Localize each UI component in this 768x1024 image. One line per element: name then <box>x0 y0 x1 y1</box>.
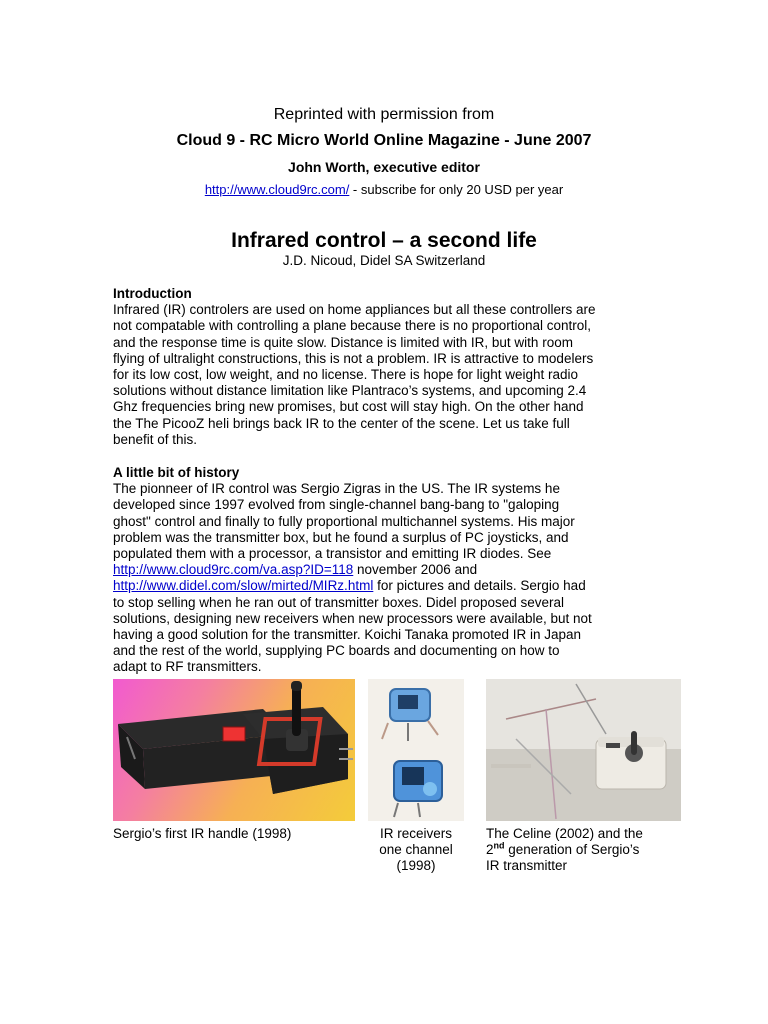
didel-mirz-link[interactable]: http://www.didel.com/slow/mirted/MIRz.html <box>113 578 374 594</box>
paragraph-line: ghost" control and finally to fully proportional multichannel systems. His major <box>113 513 575 529</box>
caption-line: (1998) <box>396 858 436 874</box>
magazine-title: Cloud 9 - RC Micro World Online Magazine - June 2007 <box>176 132 592 149</box>
paragraph-line: to stop selling when he ran out of transmitter boxes. Didel proposed several <box>113 594 564 610</box>
paragraph-line: having a good solution for the transmitter. Koichi Tanaka promoted IR in Japan <box>113 627 582 643</box>
caption-line: IR transmitter <box>486 858 568 874</box>
paragraph-line: not compatable with controlling a plane because there is no proportional control, <box>113 318 592 334</box>
paragraph-line: solutions, designing new receivers when new processors were available, but not <box>113 610 592 626</box>
article-title: Infrared control – a second life <box>231 229 537 252</box>
subscribe-line <box>0 182 768 197</box>
introduction-section <box>113 286 658 448</box>
history-heading: A little bit of history <box>113 465 240 480</box>
caption-ir-handle: Sergio’s first IR handle (1998) <box>113 826 292 841</box>
caption-ir-receivers <box>364 826 468 875</box>
paragraph-line <box>113 578 658 594</box>
ir-receivers-photo <box>368 679 464 821</box>
paragraph-line: flying of ultralight constructions, this is not a problem. IR is attractive to modelers <box>113 350 594 366</box>
ir-handle-photo <box>113 679 355 821</box>
history-section <box>113 465 658 676</box>
paragraph-line: The pionneer of IR control was Sergio Zigras in the US. The IR systems he <box>113 481 560 497</box>
caption-text: generation of Sergio’s <box>504 842 640 858</box>
caption-number: 2 <box>486 842 494 858</box>
caption-line: IR receivers <box>379 826 452 841</box>
editor-line: John Worth, executive editor <box>288 159 480 175</box>
caption-line: The Celine (2002) and the <box>486 826 643 841</box>
cloud9-link[interactable]: http://www.cloud9rc.com/ <box>204 182 350 197</box>
paragraph-line: Infrared (IR) controlers are used on home appliances but all these controllers are <box>113 302 596 318</box>
caption-superscript: nd <box>493 840 505 851</box>
paragraph-line <box>113 562 658 578</box>
paragraph-line: problem was the transmitter box, but he found a surplus of PC joysticks, and <box>113 529 569 545</box>
introduction-heading: Introduction <box>113 286 192 301</box>
paragraph-line: populated them with a processor, a transistor and emitting IR diodes. See <box>113 546 552 562</box>
paragraph-line: and the response time is quite slow. Distance is limited with IR, but with room <box>113 334 573 350</box>
paragraph-line: for its low cost, low weight, and no license. There is hope for light weight radio <box>113 367 578 383</box>
link2-trailing-text: for pictures and details. Sergio had <box>373 578 586 594</box>
paragraph-line: developed since 1997 evolved from single-channel bang-bang to "galoping <box>113 497 560 513</box>
paragraph-line: adapt to RF transmitters. <box>113 659 262 675</box>
link1-trailing-text: november 2006 and <box>353 562 478 578</box>
cloud9-va-link[interactable]: http://www.cloud9rc.com/va.asp?ID=118 <box>113 562 354 578</box>
paragraph-line: and the rest of the world, supplying PC boards and documenting on how to <box>113 643 560 659</box>
caption-line <box>486 842 676 858</box>
article-author: J.D. Nicoud, Didel SA Switzerland <box>282 253 486 268</box>
paragraph-line: Ghz frequencies bring new promises, but cost will stay high. On the other hand <box>113 399 584 415</box>
paragraph-line: the The PicooZ heli brings back IR to the center of the scene. Let us take full <box>113 415 570 431</box>
caption-celine <box>486 826 676 875</box>
caption-line: one channel <box>379 842 453 858</box>
subscribe-text: - subscribe for only 20 USD per year <box>349 182 564 197</box>
paragraph-line: solutions without distance limitation like Plantraco’s systems, and upcoming 2.4 <box>113 383 587 399</box>
reprint-line: Reprinted with permission from <box>273 106 495 123</box>
celine-transmitter-photo <box>486 679 681 821</box>
paragraph-line: benefit of this. <box>113 431 198 447</box>
